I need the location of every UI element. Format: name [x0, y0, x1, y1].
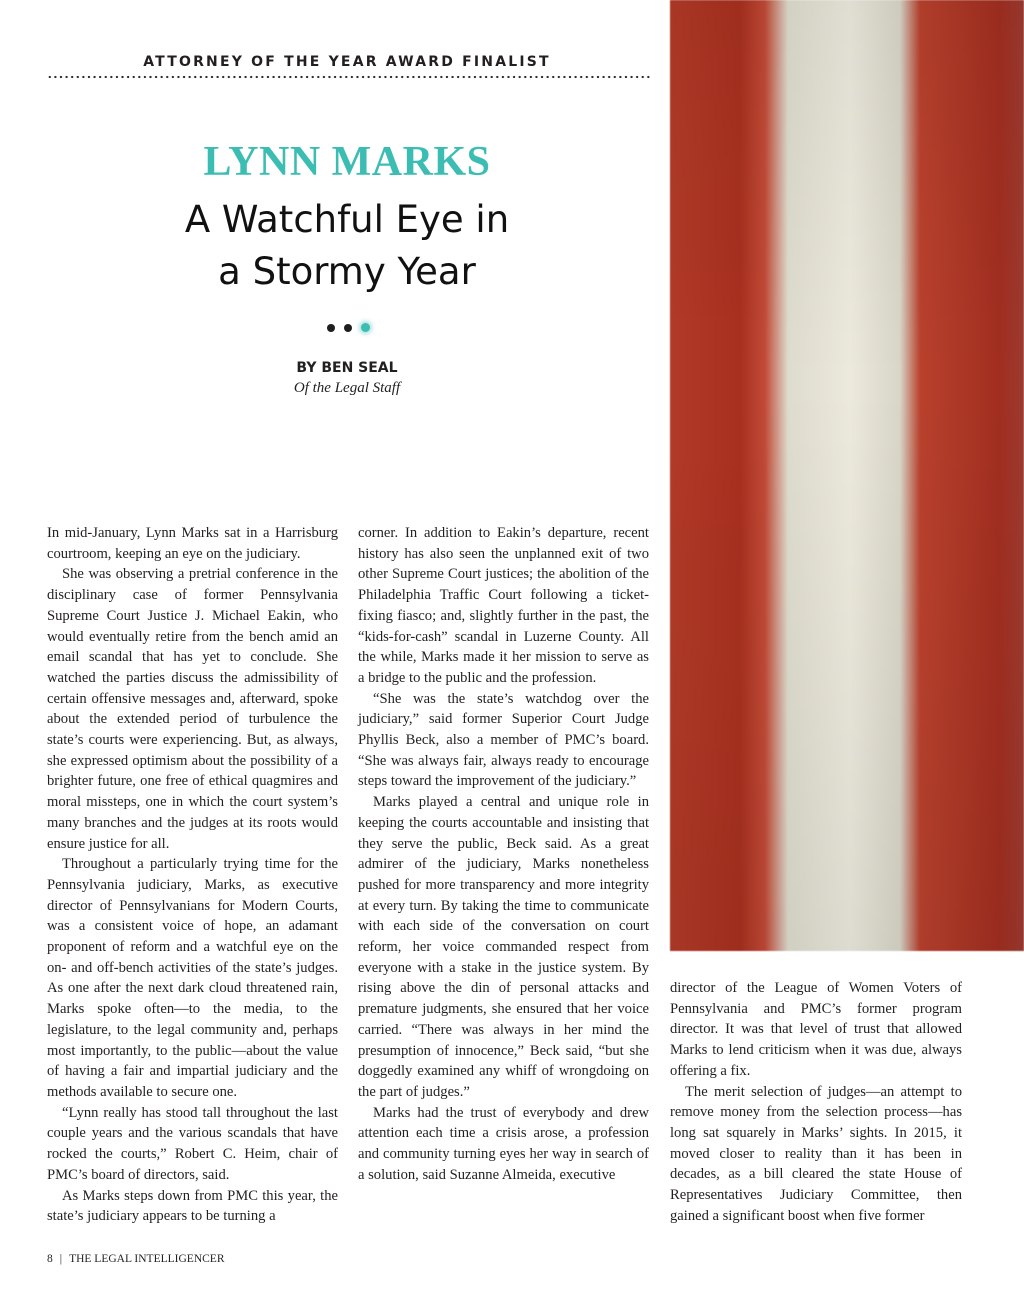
dot-icon: [344, 324, 352, 332]
headline-line-2: a Stormy Year: [218, 250, 476, 293]
headline-line-1: A Watchful Eye in: [184, 198, 510, 241]
dotted-rule: [47, 75, 651, 79]
ornament-dots: [322, 320, 382, 336]
paragraph: director of the League of Women Voters of Pennsylvania and PMC’s former program director. It was that level of trust that allowed Marks to lend criticism when it was due, always offering a fix.: [670, 980, 962, 1079]
paragraph: Marks played a central and unique role in keeping the courts accountable and insisting that they serve the public, Beck said. As a great admirer of the judiciary, Marks nonetheless pushed for more transparency and more integrity at every turn. By taking the time to communicate with each side of the conversation on court reform, her voice commanded respect from everyone with a stake in the justice system. By rising above the din of personal attacks and premature judgments, she ensured that her voice carried. “There was always in her mind the presumption of innocence,” Beck said, “but she doggedly examined any whiff of wrongdoing on the part of judges.”: [358, 794, 649, 1100]
flag-stripes-image: [670, 0, 1024, 951]
page-number: 8: [47, 1253, 53, 1265]
paragraph: As Marks steps down from PMC this year, the state’s judiciary appears to be turning a: [47, 1187, 338, 1225]
section-kicker: ATTORNEY OF THE YEAR AWARD FINALIST: [143, 54, 551, 70]
paragraph: “She was the state’s watchdog over the judiciary,” said former Superior Court Judge Phyllis Beck, also a member of PMC’s board. “She was always fair, always ready to encourage steps toward the improvement of the judiciary.”: [358, 690, 649, 790]
paragraph: corner. In addition to Eakin’s departure, recent history has also seen the unplanned exit of two other Supreme Court justices; the abolition of the Philadelphia Traffic Court following a ticket-fixing fiasco; and, slightly further in the past, the “kids-for-cash” scandal in Luzerne County. All the while, Marks made it her mission to serve as a bridge to the public and the profession.: [358, 525, 649, 686]
subject-name: LYNN MARKS: [203, 139, 491, 185]
article-column-1: [47, 523, 338, 1227]
footer-separator: |: [59, 1253, 63, 1265]
paragraph: Throughout a particularly trying time for the Pennsylvania judiciary, Marks, as executive director of Pennsylvanians for Modern Courts, was a consistent voice of hope, an adamant proponent of reform and a watchful eye on the on- and off-bench activities of the state’s judges. As one after the next dark cloud threatened rain, Marks spoke often—to the media, to the legislature, to the legal community and, perhaps most importantly, to the public—about the value of having a fair and impartial judiciary and the methods available to secure one.: [47, 856, 338, 1100]
headline: [47, 194, 647, 298]
byline-author: BY BEN SEAL: [296, 360, 398, 376]
paragraph: Marks had the trust of everybody and drew attention each time a crisis arose, a profession and community turning eyes her way in search of a solution, said Suzanne Almeida, executive: [358, 1104, 649, 1183]
publication-name: THE LEGAL INTELLIGENCER: [69, 1253, 225, 1265]
teal-dot-icon: [361, 323, 370, 332]
paragraph: In mid-January, Lynn Marks sat in a Harrisburg courtroom, keeping an eye on the judiciary.: [47, 525, 338, 562]
dot-icon: [327, 324, 335, 332]
paragraph: The merit selection of judges—an attempt to remove money from the selection process—has long sat squarely in Marks’ sights. In 2015, it moved closer to reality than it has been in decades, as a bill cleared the state House of Representatives Judiciary Committee, then gained a significant boost when five former: [670, 1083, 962, 1224]
article-column-2: [358, 523, 649, 1186]
paragraph: “Lynn really has stood tall throughout the last couple years and the various scandals that have rocked the courts,” Robert C. Heim, chair of PMC’s board of directors, said.: [47, 1104, 338, 1183]
page-footer: [47, 1253, 225, 1265]
article-column-3: [670, 978, 962, 1226]
photo-shading: [670, 0, 1024, 951]
paragraph: She was observing a pretrial conference in the disciplinary case of former Pennsylvania Supreme Court Justice J. Michael Eakin, who would eventually retire from the bench amid an email scandal that has yet to conclude. She watched the parties discuss the admissibility of certain offensive messages and, afterward, spoke about the extended period of turbulence the state’s courts were experiencing. But, as always, she expressed optimism about the possibility of a brighter future, one free of ethical quagmires and moral missteps, one in which the court system’s many branches and the judges at its roots would ensure justice for all.: [47, 566, 338, 852]
byline-affiliation: Of the Legal Staff: [293, 380, 401, 396]
